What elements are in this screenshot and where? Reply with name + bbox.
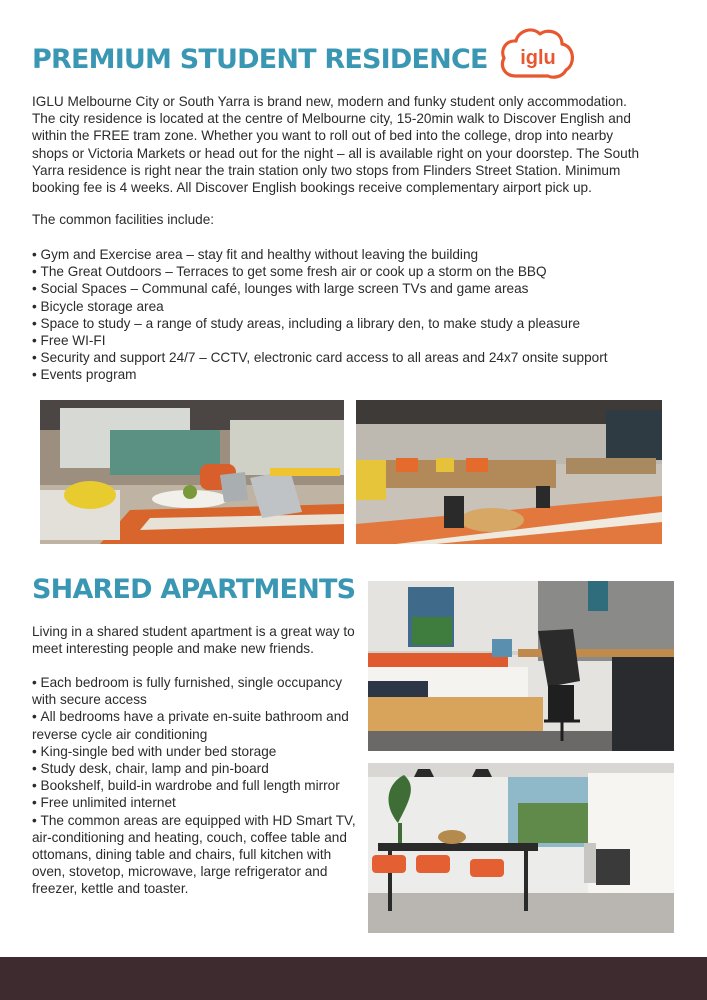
list-item: • Study desk, chair, lamp and pin-board [32, 760, 357, 777]
photo-kitchen-dining [368, 763, 674, 933]
photo-lounge-cafe [40, 400, 344, 544]
list-item: • All bedrooms have a private en-suite bathroom and reverse cycle air conditioning [32, 708, 357, 742]
shared-intro: Living in a shared student apartment is a great way to meet interesting people and make new friends. [32, 624, 355, 657]
list-item: • Events program [32, 366, 608, 383]
section-title-premium: PREMIUM STUDENT RESIDENCE [32, 44, 488, 75]
list-item: • The common areas are equipped with HD Smart TV, air-conditioning and heating, couch, coffee table and ottomans, dining table and chairs, full kitchen with oven, stovetop, microwave, large refrigerator and freezer, kettle and toaster. [32, 812, 357, 898]
list-item: • Free WI-FI [32, 332, 608, 349]
list-item: • Each bedroom is fully furnished, single occupancy with secure access [32, 674, 357, 708]
list-item: • Social Spaces – Communal café, lounges with large screen TVs and game areas [32, 280, 608, 297]
list-item: • King-single bed with under bed storage [32, 743, 357, 760]
list-item: • The Great Outdoors – Terraces to get some fresh air or cook up a storm on the BBQ [32, 263, 608, 280]
footer-bar [0, 957, 707, 1000]
iglu-logo [498, 26, 578, 84]
premium-intro: IGLU Melbourne City or South Yarra is brand new, modern and funky student only accommodation. The city residence is located at the centre of Melbourne city, 15-20min walk to Discover English and within the FREE tram zone. Whether you want to roll out of bed into the college, drop into nearby shops or Victoria Markets or head out for the night – all is available right on your doorstep. The South Yarra residence is right near the train station only two stops from Flinders Street Station. Minimum booking fee is 4 weeks. All Discover English bookings receive complementary airport pick up. [32, 94, 640, 196]
section-title-shared: SHARED APARTMENTS [32, 574, 356, 605]
photo-bedroom [368, 581, 674, 751]
list-item: • Security and support 24/7 – CCTV, electronic card access to all areas and 24x7 onsite support [32, 349, 608, 366]
list-item: • Gym and Exercise area – stay fit and healthy without leaving the building [32, 246, 608, 263]
svg-text:iglu: iglu [520, 47, 556, 69]
facilities-list [32, 246, 608, 384]
photo-common-lounge [356, 400, 662, 544]
list-item: • Bookshelf, build-in wardrobe and full length mirror [32, 777, 357, 794]
list-item: • Bicycle storage area [32, 298, 608, 315]
facilities-label: The common facilities include: [32, 212, 215, 227]
apartment-features-list [32, 674, 357, 898]
list-item: • Space to study – a range of study areas, including a library den, to make study a pleasure [32, 315, 608, 332]
list-item: • Free unlimited internet [32, 794, 357, 811]
